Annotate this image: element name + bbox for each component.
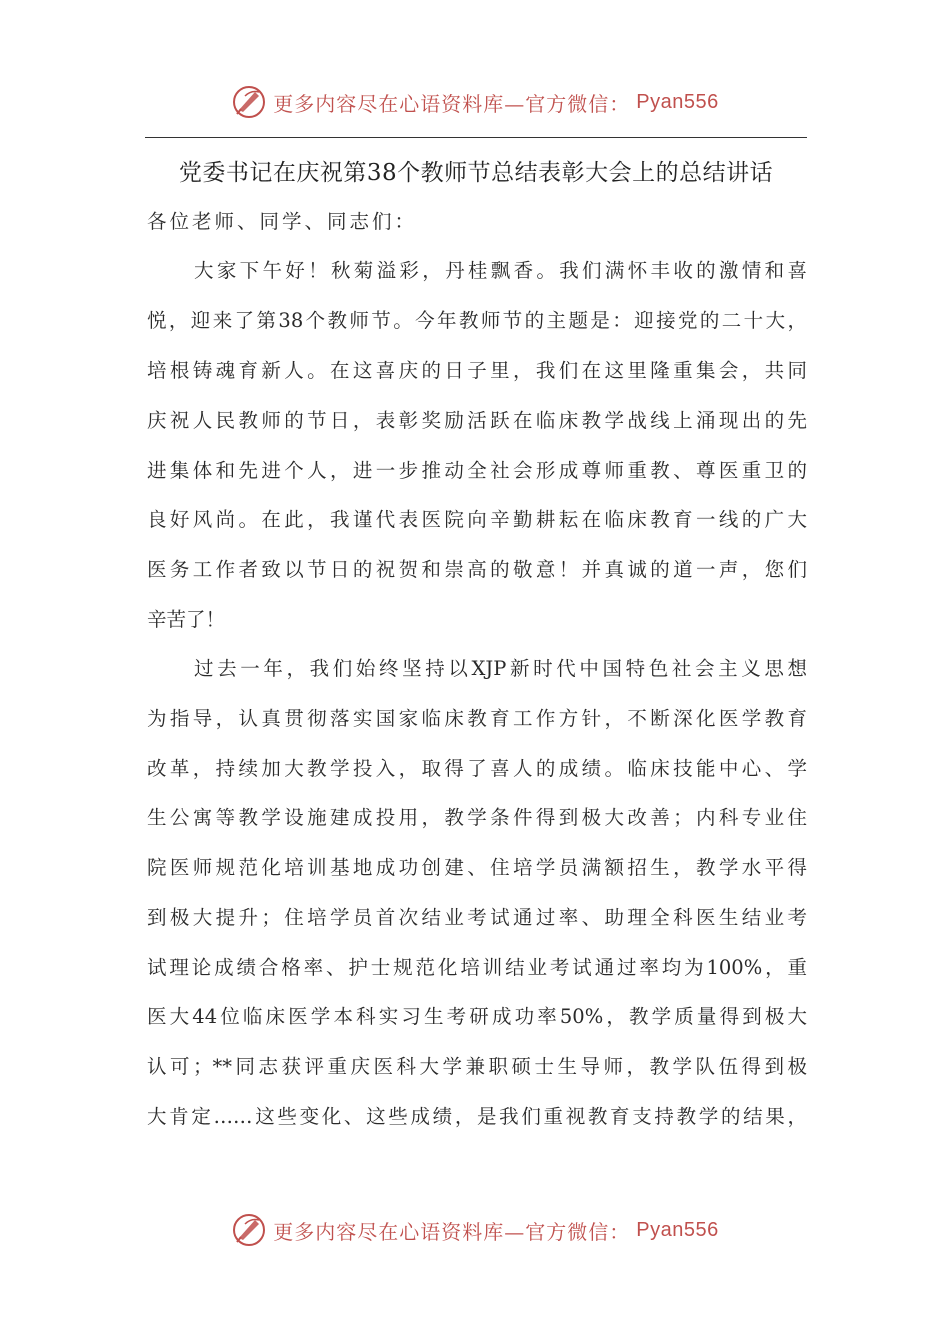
quill-logo-icon	[231, 84, 267, 120]
header-divider	[145, 137, 807, 138]
paragraph-line: 医务工作者致以节日的祝贺和崇高的敬意！并真诚的道一声，您们	[147, 558, 807, 581]
watermark-wechat-id: Pyan556	[636, 1218, 719, 1241]
paragraph-line: 庆祝人民教师的节日，表彰奖励活跃在临床教学战线上涌现出的先	[147, 409, 807, 432]
paragraph-line: 为指导，认真贯彻落实国家临床教育工作方针，不断深化医学教育	[147, 707, 807, 730]
footer-watermark	[0, 1210, 950, 1250]
paragraph-line: 培根铸魂育新人。在这喜庆的日子里，我们在这里隆重集会，共同	[147, 359, 807, 382]
watermark-wechat-id: Pyan556	[636, 90, 719, 113]
paragraph-line: 认可；**同志获评重庆医科大学兼职硕士生导师，教学队伍得到极	[147, 1055, 807, 1078]
paragraph-line: 医大44位临床医学本科实习生考研成功率50%，教学质量得到极大	[147, 1005, 807, 1028]
paragraph-line: 过去一年，我们始终坚持以XJP新时代中国特色社会主义思想	[194, 657, 807, 680]
watermark-text: 更多内容尽在心语资料库—官方微信：	[273, 1219, 631, 1244]
paragraph-line: 院医师规范化培训基地成功创建、住培学员满额招生，教学水平得	[147, 856, 807, 879]
watermark-text: 更多内容尽在心语资料库—官方微信：	[273, 91, 631, 116]
paragraph-line: 大家下午好！秋菊溢彩，丹桂飘香。我们满怀丰收的激情和喜	[194, 259, 807, 282]
paragraph-line: 改革，持续加大教学投入，取得了喜人的成绩。临床技能中心、学	[147, 757, 807, 780]
salutation: 各位老师、同学、同志们：	[147, 210, 418, 233]
paragraph-line: 到极大提升；住培学员首次结业考试通过率、助理全科医生结业考	[147, 906, 807, 929]
paragraph-line: 辛苦了！	[147, 608, 226, 631]
header-watermark	[0, 82, 950, 122]
paragraph-line: 大肯定……这些变化、这些成绩，是我们重视教育支持教学的结果，	[147, 1105, 807, 1128]
paragraph-line: 良好风尚。在此，我谨代表医院向辛勤耕耘在临床教育一线的广大	[147, 508, 807, 531]
paragraph-line: 试理论成绩合格率、护士规范化培训结业考试通过率均为100%，重	[147, 956, 807, 979]
quill-logo-icon	[231, 1212, 267, 1248]
paragraph-line: 生公寓等教学设施建成投用，教学条件得到极大改善；内科专业住	[147, 806, 807, 829]
paragraph-line: 悦，迎来了第38个教师节。今年教师节的主题是：迎接党的二十大，	[147, 309, 807, 332]
document-title: 党委书记在庆祝第38个教师节总结表彰大会上的总结讲话	[178, 160, 774, 186]
paragraph-line: 进集体和先进个人，进一步推动全社会形成尊师重教、尊医重卫的	[147, 459, 807, 482]
